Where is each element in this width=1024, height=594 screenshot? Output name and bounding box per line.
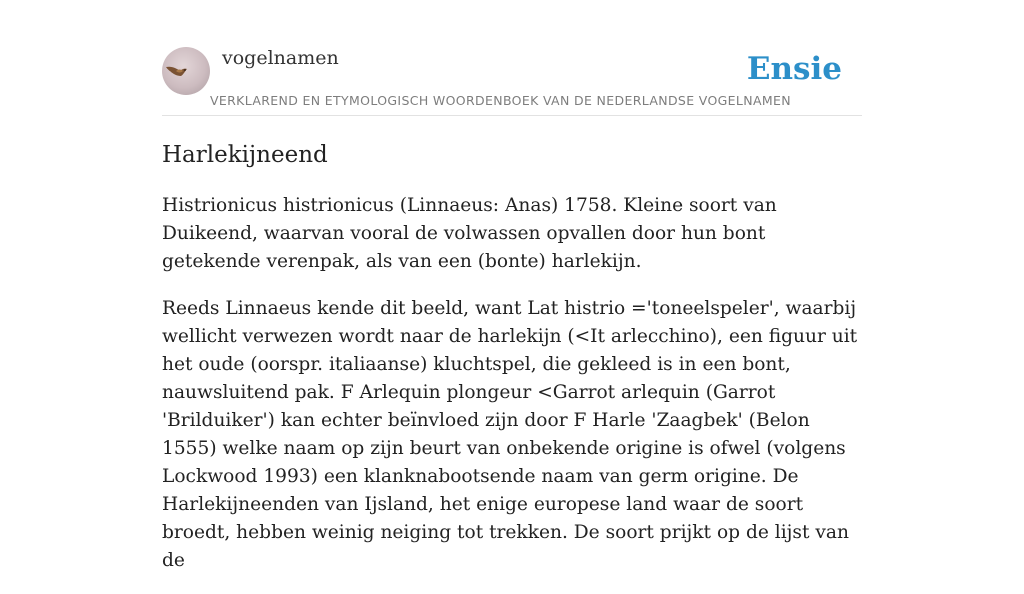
- site-header: [162, 0, 862, 116]
- article-paragraph: Reeds Linnaeus kende dit beeld, want Lat histrio ='toneelspeler', waarbij wellicht verwezen wordt naar de harlekijn (<It arlecchino), een figuur uit het oude (oorspr. italiaanse) kluchtspel, die gekleed is in een bont, nauwsluitend pak. F Arlequin plongeur <Garrot arlequin (Garrot 'Brilduiker') kan echter beïnvloed zijn door F Harle 'Zaagbek' (Belon 1555) welke naam op zijn beurt van onbekende origine is ofwel (volgens Lockwood 1993) een klanknabootsende naam van germ origine. De Harlekijneenden van Ijsland, het enige europese land waar de soort broedt, hebben weinig neiging tot trekken. De soort prijkt op de lijst van de: [162, 298, 858, 571]
- article-paragraph: Histrionicus histrionicus (Linnaeus: Anas) 1758. Kleine soort van Duikeend, waarvan vooral de volwassen opvallen door hun bont getekende verenpak, als van een (bonte) harlekijn.: [162, 195, 777, 272]
- avatar[interactable]: [162, 47, 210, 95]
- blog-name[interactable]: vogelnamen: [222, 47, 339, 69]
- ensie-logo-link[interactable]: Ensie: [746, 51, 842, 87]
- bird-photo-icon: [162, 47, 210, 95]
- blog-subtitle: VERKLAREND EN ETYMOLOGISCH WOORDENBOEK VAN DE NEDERLANDSE VOGELNAMEN: [210, 93, 791, 108]
- article-body: [162, 192, 862, 594]
- page-title: Harlekijneend: [162, 142, 328, 168]
